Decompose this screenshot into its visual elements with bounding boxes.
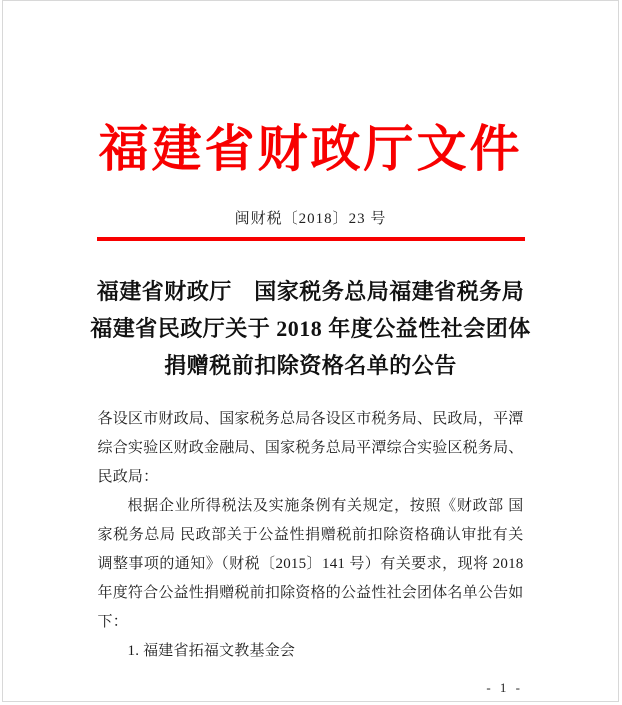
page-number: - 1 - <box>486 680 523 695</box>
document-title-line-2: 福建省民政厅关于 2018 年度公益性社会团体 <box>90 316 531 342</box>
list-item-1: 1. 福建省拓福文教基金会 <box>127 643 296 660</box>
letterhead-title: 福建省财政厅文件 <box>98 121 523 177</box>
document-title-line-3: 捐赠税前扣除资格名单的公告 <box>164 353 457 379</box>
document-title-line-1: 福建省财政厅 国家税务总局福建省税务局 <box>96 279 525 305</box>
document-page <box>2 0 619 702</box>
document-body <box>98 405 524 666</box>
main-paragraph: 根据企业所得税法及实施条例有关规定，按照《财政部 国家税务总局 民政部关于公益性捐赠税前扣除资格确认审批有关调整事项的通知》（财税〔2015〕141 号）有关要求，现将 2018 年度符合公益性捐赠税前扣除资格的公益性社会团体名单公告如下： <box>97 498 524 631</box>
document-reference-number: 闽财税〔2018〕23 号 <box>234 210 387 227</box>
addressee-paragraph: 各设区市财政局、国家税务总局各设区市税务局、民政局，平潭综合实验区财政金融局、国家税务总局平潭综合实验区税务局、民政局： <box>97 411 524 486</box>
red-divider-line <box>97 237 525 241</box>
document-title <box>3 273 618 384</box>
